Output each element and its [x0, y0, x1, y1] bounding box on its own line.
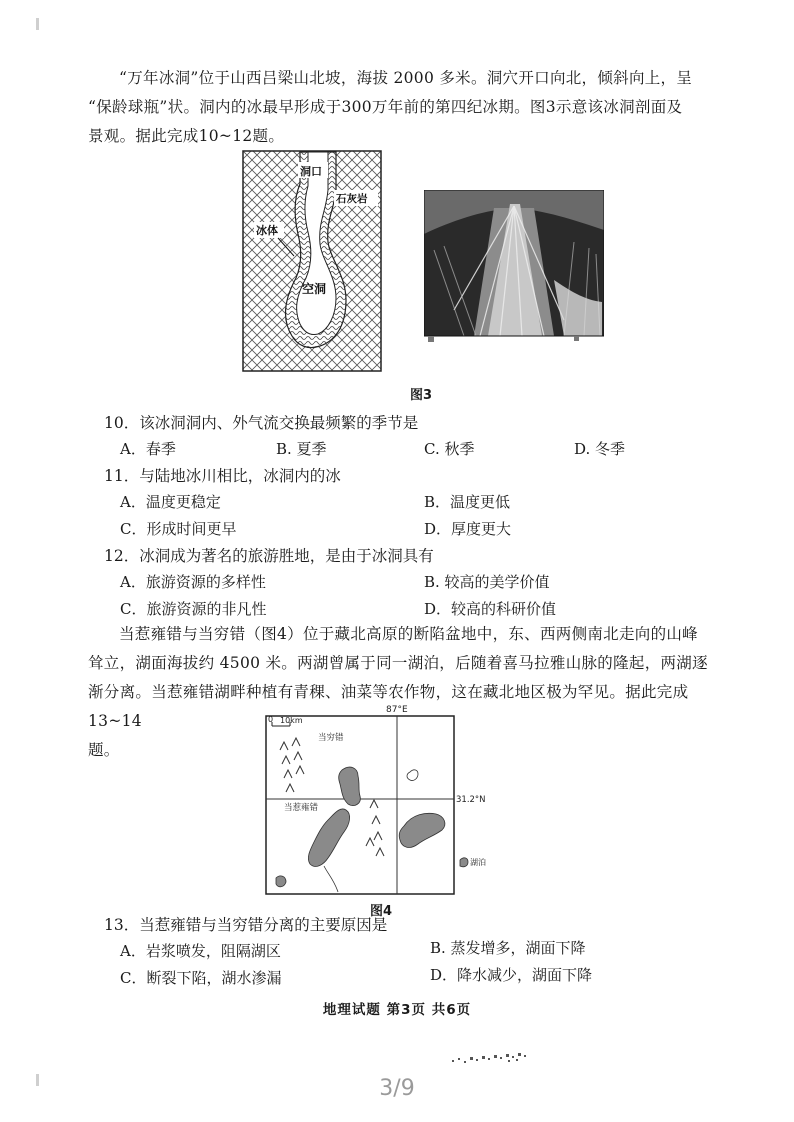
intro2-line4: 题。	[88, 741, 120, 759]
q10-stem: 10．该冰洞洞内、外气流交换最频繁的季节是	[104, 414, 419, 432]
scale-label: 10km	[280, 716, 303, 725]
q13-stem: 13．当惹雍错与当穷错分离的主要原因是	[104, 916, 388, 934]
q12-option-b[interactable]: B. 较高的美学价值	[424, 573, 550, 591]
latitude-label: 31.2°N	[456, 795, 486, 805]
label-cavity: 空洞	[302, 282, 327, 296]
q11-stem: 11．与陆地冰川相比，冰洞内的冰	[104, 467, 341, 485]
intro2-line2: 耸立，湖面海拔约 4500 米。两湖曾属于同一湖泊，后随着喜马拉雅山脉的隆起，两湖逐	[88, 654, 708, 672]
pager-indicator: 3/9	[379, 1076, 415, 1101]
q13-option-c[interactable]: C．断裂下陷，湖水渗漏	[120, 969, 282, 987]
figure4-caption: 图4	[370, 904, 393, 919]
label-ice-body: 冰体	[256, 224, 278, 237]
lake-dangqiong-label: 当穷错	[318, 733, 344, 743]
q12-option-d[interactable]: D．较高的科研价值	[424, 600, 557, 618]
longitude-label: 87°E	[386, 705, 408, 715]
intro2-line3: 渐分离。当惹雍错湖畔种植有青稞、油菜等农作物，这在藏北地区极为罕见。据此完成 13~14	[88, 683, 689, 730]
figure3-caption: 图3	[410, 388, 433, 403]
figure4-map	[262, 702, 510, 896]
q11-option-b[interactable]: B．温度更低	[424, 493, 511, 511]
q13-option-a[interactable]: A．岩浆喷发，阻隔湖区	[120, 942, 281, 960]
legend-lake-label: 湖泊	[470, 858, 486, 867]
q11-option-c[interactable]: C．形成时间更早	[120, 520, 237, 538]
legend-lake	[460, 857, 486, 867]
intro1-line1: “万年冰洞”位于山西吕梁山北坡，海拔 2000 多米。洞穴开口向北，倾斜向上，呈	[119, 69, 693, 87]
figure3-cross-section	[242, 150, 382, 372]
small-lake-southwest	[276, 876, 286, 887]
svg-text:0: 0	[268, 715, 274, 724]
q10-option-b[interactable]: B. 夏季	[276, 440, 327, 458]
page-footer: 地理试题 第3页 共6页	[322, 1002, 472, 1018]
label-limestone: 石灰岩	[336, 193, 368, 205]
q11-option-d[interactable]: D．厚度更大	[424, 520, 512, 538]
scan-edge-mark-top	[36, 18, 39, 30]
label-cave-mouth: 洞口	[300, 165, 322, 178]
q10-option-a[interactable]: A．春季	[120, 440, 176, 458]
intro1-line3: 景观。据此完成10~12题。	[88, 127, 285, 145]
q12-stem: 12．冰洞成为著名的旅游胜地，是由于冰洞具有	[104, 547, 434, 565]
intro-paragraph-1	[88, 64, 718, 151]
q13-option-d[interactable]: D．降水减少，湖面下降	[430, 966, 593, 984]
q12-option-a[interactable]: A．旅游资源的多样性	[120, 573, 266, 591]
figure3-ice-cave-photo	[424, 190, 604, 342]
q10-option-d[interactable]: D. 冬季	[574, 440, 626, 458]
q13-option-b[interactable]: B. 蒸发增多，湖面下降	[430, 939, 586, 957]
scan-noise-smudge	[448, 1048, 532, 1068]
q12-option-c[interactable]: C．旅游资源的非凡性	[120, 600, 267, 618]
q10-option-c[interactable]: C. 秋季	[424, 440, 475, 458]
q11-option-a[interactable]: A．温度更稳定	[120, 493, 221, 511]
lake-dangreyong-label: 当惹雍错	[284, 803, 319, 813]
intro2-line1: 当惹雍错与当穷错（图4）位于藏北高原的断陷盆地中，东、西两侧南北走向的山峰	[119, 625, 698, 643]
intro1-line2: “保龄球瓶”状。洞内的冰最早形成于300万年前的第四纪冰期。图3示意该冰洞剖面及	[88, 98, 683, 116]
